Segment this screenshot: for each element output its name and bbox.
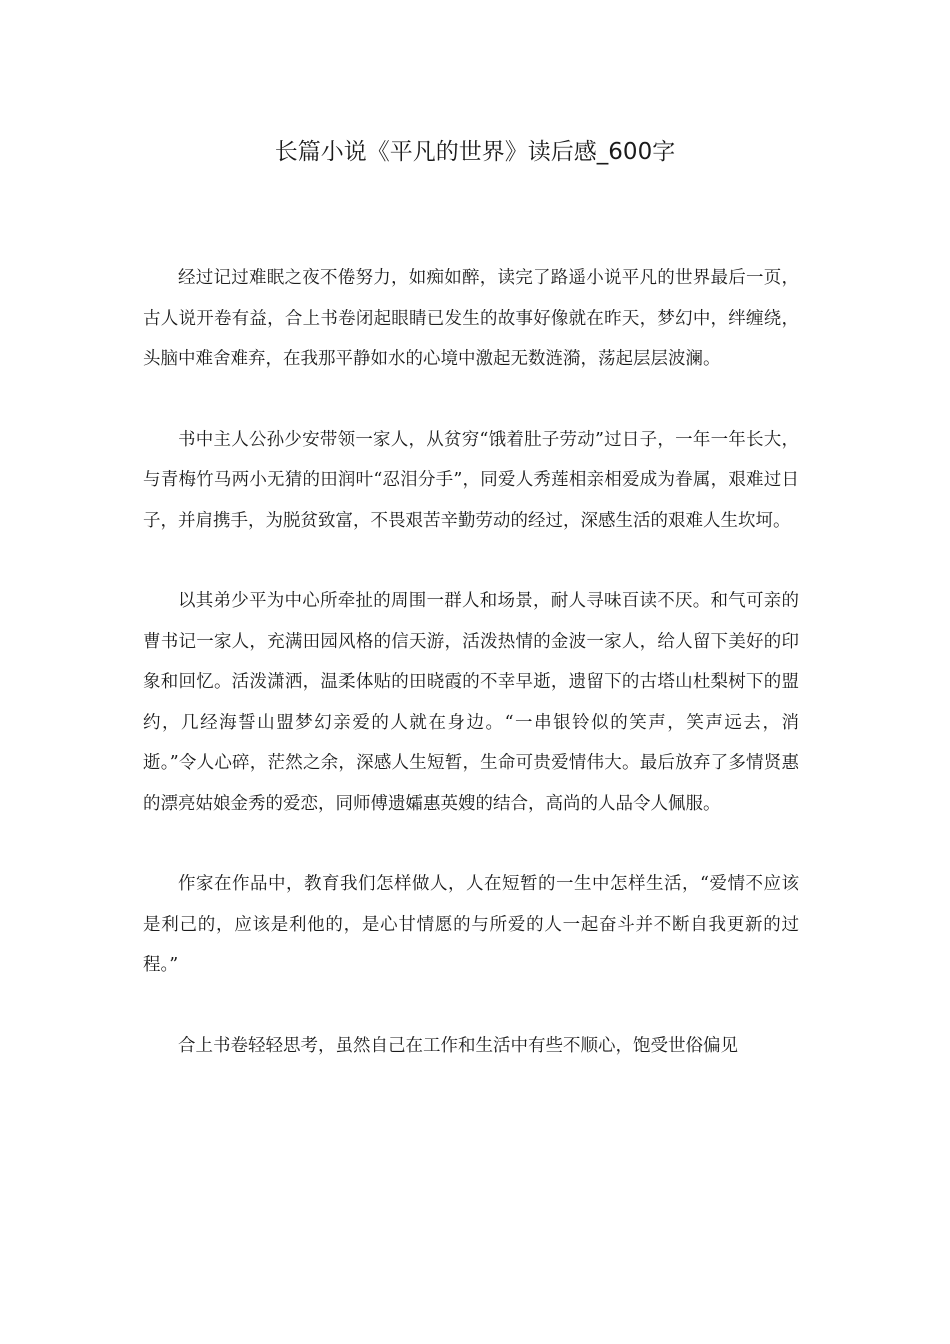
document-title: 长篇小说《平凡的世界》读后感_600字 (274, 139, 676, 165)
paragraph: 作家在作品中，教育我们怎样做人，人在短暂的一生中怎样生活，“爱情不应该是利己的，应该是利他的，是心甘情愿的与所爱的人一起奋斗并不断自我更新的过程。” (143, 874, 799, 975)
paragraph: 以其弟少平为中心所牵扯的周围一群人和场景，耐人寻味百读不厌。和气可亲的曹书记一家人，充满田园风格的信天游，活泼热情的金波一家人，给人留下美好的印象和回忆。活泼潇洒，温柔体贴的田晓霞的不幸早逝，遗留下的古塔山杜梨树下的盟约，几经海誓山盟梦幻亲爱的人就在身边。“一串银铃似的笑声，笑声远去，消逝。”令人心碎，茫然之余，深感人生短暂，生命可贵爱情伟大。最后放弃了多情贤惠的漂亮姑娘金秀的爱恋，同师傅遗孀惠英嫂的结合，高尚的人品令人佩服。 (143, 591, 799, 814)
paragraph: 经过记过难眠之夜不倦努力，如痴如醉，读完了路遥小说平凡的世界最后一页，古人说开卷有益，合上书卷闭起眼睛已发生的故事好像就在昨天，梦幻中，绊缠绕，头脑中难舍难弃，在我那平静如水的心境中激起无数涟漪，荡起层层波澜。 (143, 268, 799, 369)
document-body (143, 258, 799, 1106)
paragraph: 合上书卷轻轻思考，虽然自己在工作和生活中有些不顺心，饱受世俗偏见 (178, 1035, 738, 1056)
paragraph: 书中主人公孙少安带领一家人，从贫穷“饿着肚子劳动”过日子，一年一年长大，与青梅竹马两小无猜的田润叶“忍泪分手”，同爱人秀莲相亲相爱成为眷属，艰难过日子，并肩携手，为脱贫致富，不畏艰苦辛勤劳动的经过，深感生活的艰难人生坎坷。 (143, 429, 799, 531)
